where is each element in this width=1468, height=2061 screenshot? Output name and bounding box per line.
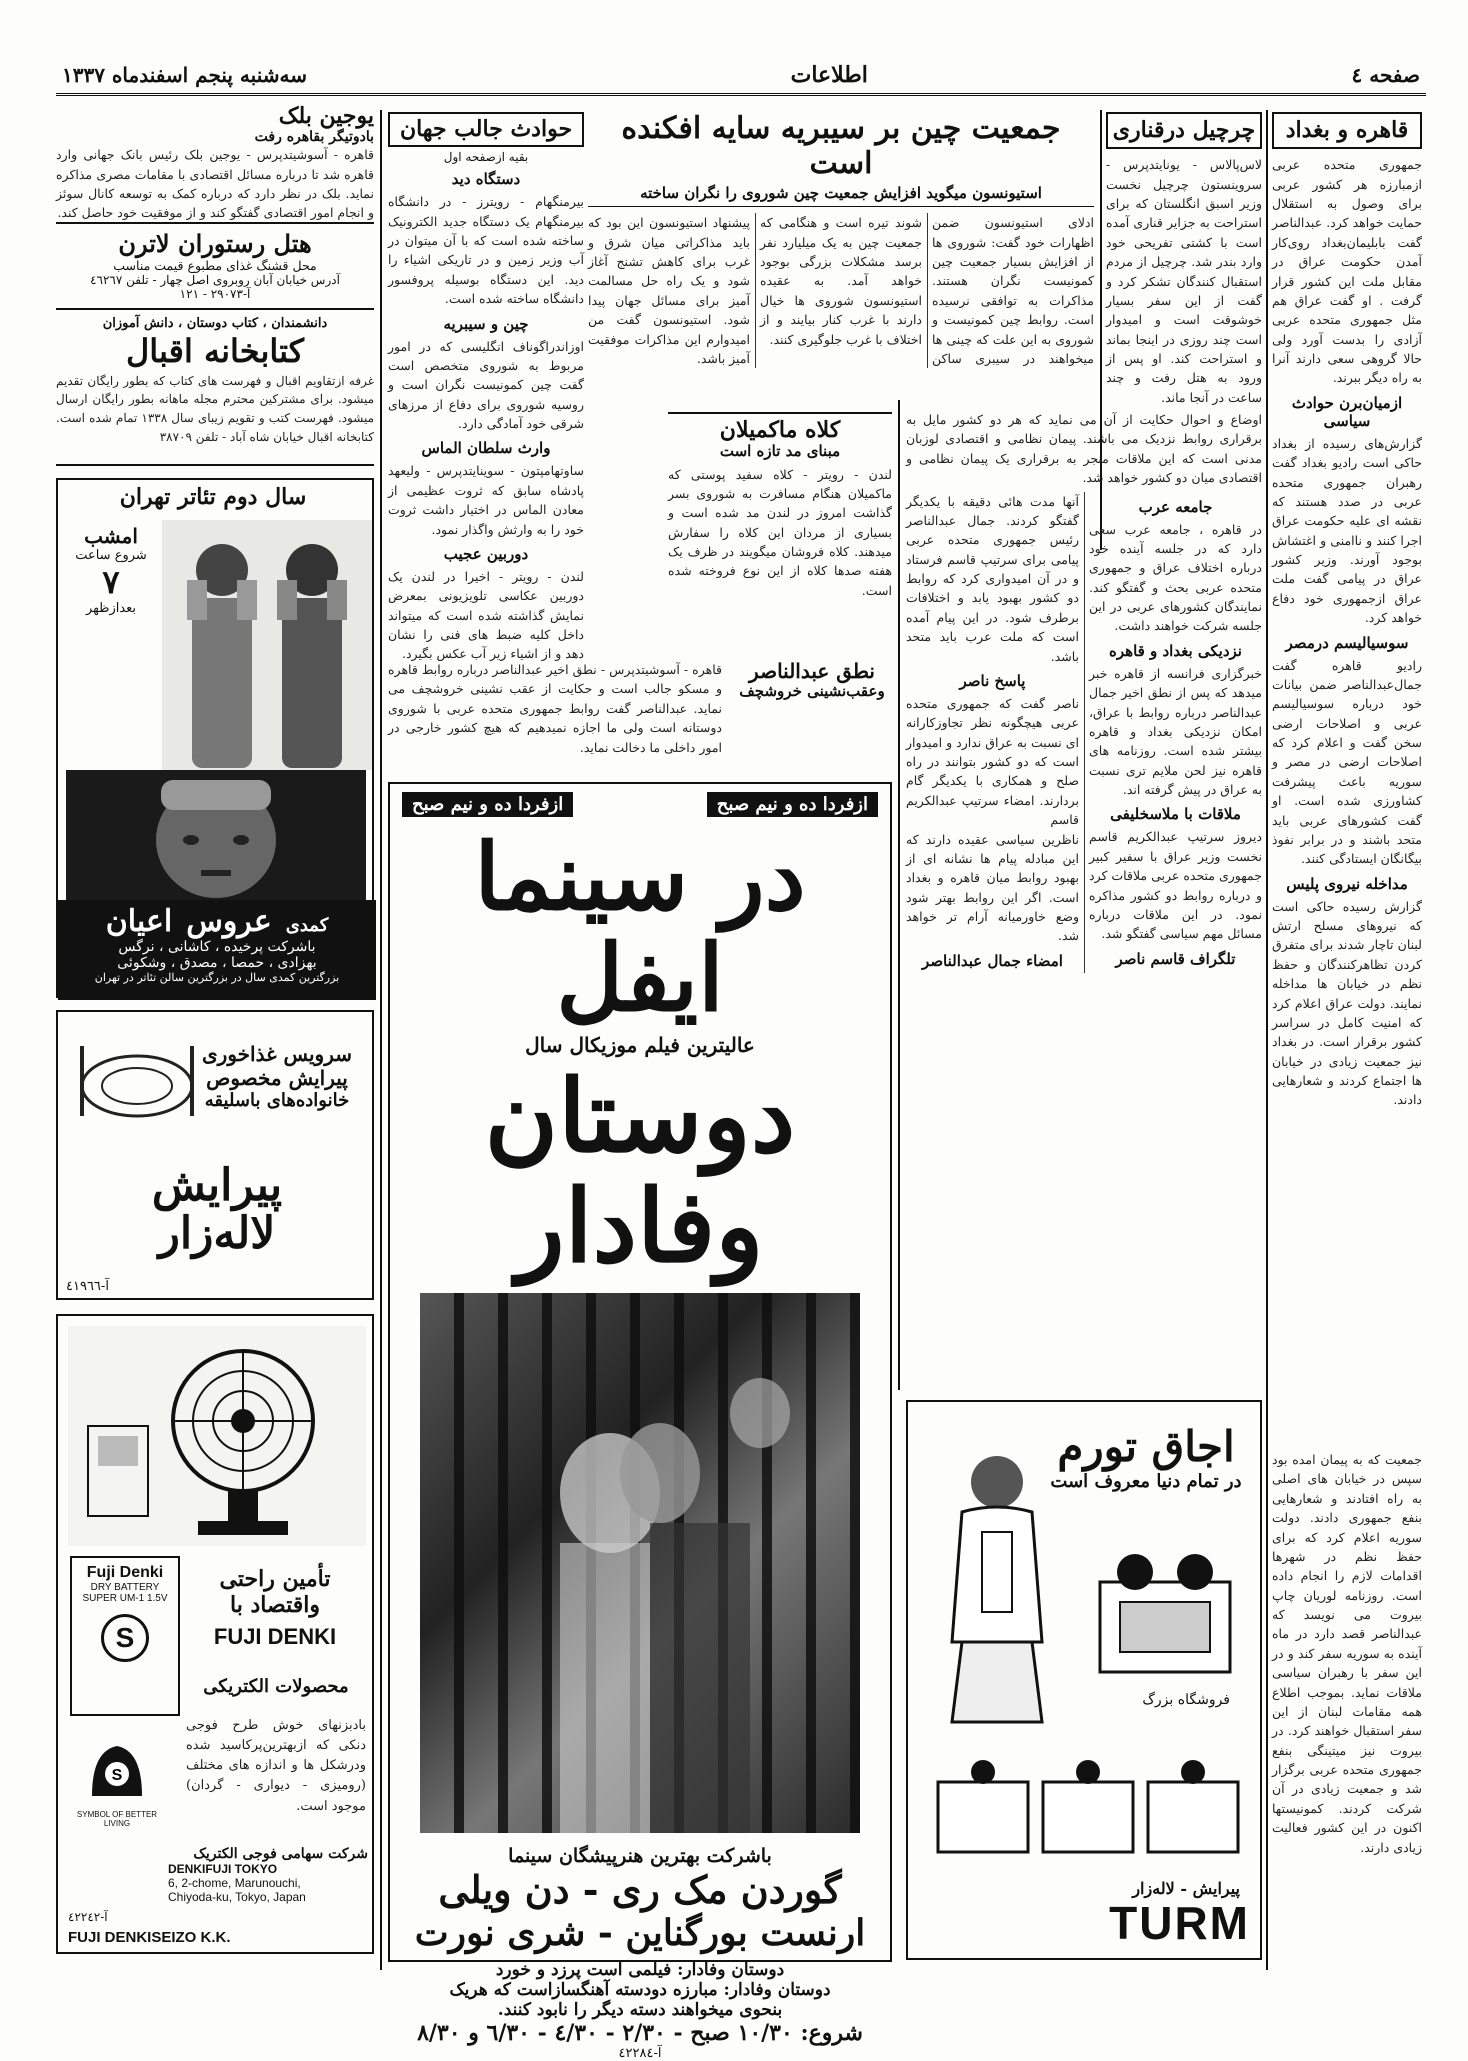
article-subhead: بادوتیگر بقاهره رفت bbox=[254, 129, 374, 146]
turm-logo: TURM bbox=[1109, 1897, 1250, 1949]
ad-line: سرویس غذاخوری bbox=[202, 1042, 352, 1066]
symbol-logo bbox=[72, 1736, 162, 1836]
china-siberia-article bbox=[588, 112, 1094, 402]
ad-retailer: پیرایش - لاله‌زار bbox=[1132, 1879, 1240, 1898]
woman-cooking-illustration bbox=[922, 1442, 1072, 1732]
stars-line: گوردن مک ری - دن ویلی bbox=[438, 1867, 842, 1913]
tableware-illustration bbox=[72, 1026, 202, 1136]
battery-type: DRY BATTERY bbox=[90, 1582, 160, 1593]
cinema-header bbox=[390, 784, 890, 817]
stove-illustration bbox=[1090, 1542, 1240, 1682]
tonight-label: امشب bbox=[84, 524, 138, 548]
arab-relations-article bbox=[906, 410, 1262, 1390]
ad-brand: لاله‌زار bbox=[158, 1208, 276, 1260]
article-subhead: ازمیان‌برن حوادث سیاسی bbox=[1291, 393, 1403, 430]
article-subhead: استیونسون میگوید افزایش جمعیت چین شوروی را نگران ساخته bbox=[588, 185, 1094, 207]
ad-line: واقتصاد با bbox=[230, 1592, 320, 1618]
ad-body: غرفه ازتقاویم اقبال و فهرست های کتاب که بطور رایگان تقدیم میشود. برای مشترکین محترم مجله ماهانه بطور رایگان ارسال میشود. فهرست کتب و تقویم زیبای سال ١٣٣٨ تمام شده است. کتابخانه اقبال خیابان شاه آباد - تلفن ٣٨٧٠٩ bbox=[56, 373, 375, 444]
address-title: DENKIFUJI TOKYO bbox=[168, 1862, 278, 1876]
ad-brand: پیرایش bbox=[151, 1160, 283, 1211]
article-body: لندن - رویتر - اخیرا در لندن یک دوربین عکاسی تلویزیونی بمعرض نمایش گذاشته شده است که میتواند داخل کلیه ضبط‌ های فنی را نشان دهد و از اشیاء زیر آب عکس بگیرد. bbox=[388, 568, 584, 662]
fuji-agent: شرکت سهامی فوجی الکتریک bbox=[193, 1846, 368, 1862]
ad-subhead: در تمام دنیا معروف است bbox=[1050, 1471, 1242, 1492]
svg-text:S: S bbox=[111, 1767, 123, 1784]
couple-silhouette bbox=[420, 1293, 860, 1833]
newspaper-name: اطلاعات bbox=[790, 61, 868, 88]
article-subhead: سوسیالیسم درمصر bbox=[1285, 633, 1409, 652]
film-note: دوستان وفادار: فیلمی است پرزد و خورد bbox=[495, 1960, 785, 1981]
article-subhead: دوربین عجیب bbox=[443, 544, 529, 563]
genre-label: کمدی bbox=[285, 915, 329, 936]
film-title: دوستان وفادار bbox=[484, 1057, 796, 1286]
eugene-black-article bbox=[56, 104, 374, 224]
ad-brand: FUJI DENKI bbox=[213, 1624, 337, 1649]
article-subhead: وعقب‌نشینی خروشچف bbox=[739, 682, 885, 700]
ad-code: آ-٤١٩٦٦ bbox=[66, 1279, 109, 1294]
article-body: گزارش رسیده حاکی است که نیروهای مسلح ارتش لبنان تاچار شدند برای متفرق کردن تظاهرکنندگان و حفظ نظم در خیابان ها مداخله نمایند. دولت عراق اعلام کرد که امنیت کامل در سراسر کشور برقرار است. در بغداد نیز جمعیت زیادی در خیابان ها اجتماع کردند و شعارهایی دادند. bbox=[1272, 898, 1422, 1108]
ad-brand-block bbox=[58, 1162, 376, 1259]
article-headline: جمعیت چین بر سیبریه سایه افکنده است bbox=[621, 111, 1061, 181]
article-body: ادلای استیونسون ضمن اظهارات خود گفت: شوروی ها از افزایش بسیار جمعیت چین کمونیست نگران هستند. مذاکرات به توافقی نرسیده است. روابط چین کمونیست و شوروی به این علت که چینی ها میخواهند در سیبری ساکن شوند تیره است و هنگامی که جمعیت چین به یک میلیارد نفر برسد مشکلات بزرگی بوجود خواهد آمد. به عقیده استیونسون شوروی ها خیال دارند با غرب کنار بیایند و از اختلاف با غرب جلوگیری کنند. bbox=[760, 215, 1094, 366]
article-body: اوزاندراگوناف انگلیسی که در امور مربوط به شوروی متخصص است گفت چین کمونیست نگران است و روسیه شوروی برای دفاع از مرزهای شرقی خود آمادگی دارد. bbox=[388, 338, 584, 432]
signature: امضاء جمال عبدالناصر bbox=[922, 951, 1063, 970]
play-info-panel bbox=[58, 900, 376, 1000]
article-body: لاس‌پالاس - یونایتدپرس - سروینستون چرچیل نخست وزیر اسبق انگلستان که برای استراحت به جزایر قناری آمده است با کشتی تفریحی خود وارد بندر شد. چرچیل از مردم استقبال کنندگان تشکر کرد و گفت از این سفر بسیار خوشوقت است و امیدوار است چند روزی در اینجا بماند و استراحت کند. او پس از ورود به هتل رفت و چند ساعت در آنجا ماند. bbox=[1106, 157, 1262, 405]
article-subhead: وارث سلطان الماس bbox=[421, 439, 551, 458]
column-rule bbox=[898, 400, 900, 1390]
article-body: بیرمنگهام - رویترز - در دانشگاه بیرمنگهام یک دستگاه جدید الکترونیک ساخته شده است که با آن میتوان در آب وزیر زمین و در تاریکی اشیاء را دید. این دستگاه بوسیله پروفسور دانشگاه ساخته شده است. bbox=[388, 194, 584, 307]
fuji-logo-icon: S bbox=[101, 1614, 149, 1662]
ad-line: خانواده‌های باسلیقه bbox=[204, 1090, 350, 1111]
battery-model: SUPER UM-1 1.5V bbox=[82, 1593, 168, 1604]
ad-body: محل قشنگ غذای مطبوع قیمت مناسب bbox=[113, 257, 317, 273]
ad-line: تأمین راحتی bbox=[219, 1566, 331, 1592]
article-subhead: تلگراف قاسم ناصر bbox=[1115, 949, 1236, 968]
ad-text-block bbox=[192, 1042, 362, 1111]
ad-line: محصولات الکتریکی bbox=[203, 1676, 349, 1697]
nasser-speech-article bbox=[388, 660, 892, 772]
battery-brand: Fuji Denki bbox=[86, 1564, 164, 1581]
article-body: جمعیت که به پیمان امده بود سپس در خیابان های اصلی به راه افتادند و شعارهایی بنفع جمهوری دادند. دولت سوریه اعلام کرد که برای حفظ نظم در شهرها اقدامات لازم را انجام داده است. روزنامه لوریان چاپ بیروت می نویسد که عبدالناصر قصد دارد در ماه آینده به سوریه سفر کند و در این سفر با رهبران سیاسی ملاقات نماید. بموجب اطلاع همه مقامات لبنان از این سفر استقبال خواهند کرد. در بیروت نیز میتینگی بنفع جمهوری متحده عربی برگزار شد و جمعیت زیادی در آن شرکت کردند. کمونیستها اکنون در این کشور فعالیت زیادی دارند. bbox=[1272, 1452, 1422, 1855]
column-rule bbox=[380, 110, 382, 1970]
article-body: لندن - رویتر - کلاه سفید پوستی که ماکمیلان هنگام مسافرت به شوروی بسر گذاشت امروز در لندن مد شده است و بسیاری از مردان این کلاه را سفارش میدهند. کلاه فروشان میگویند در ظرف یک هفته صدها کلاه از این نوع فروخته شده است. bbox=[668, 466, 892, 598]
issue-date: سه‌شنبه پنجم اسفندماه ۱۳۳۷ bbox=[62, 62, 307, 87]
cairo-baghdad-article bbox=[1272, 112, 1422, 1442]
article-headline: نطق عبدالناصر bbox=[749, 659, 875, 683]
article-body: دیروز سرتیپ عبدالکریم قاسم نخست وزیر عراق با سفیر کبیر جمهوری متحده عربی ملاقات کرد و درباره روابط دو کشور مذاکره نمود. در این ملاقات درباره مسائل مهم سیاسی گفتگو شد. bbox=[1089, 829, 1262, 942]
ad-code: آ-٤٢٢٨٤ bbox=[618, 2046, 662, 2061]
article-subhead: نزدیکی بغداد و قاهره bbox=[1109, 641, 1242, 660]
article-subhead: پاسخ ناصر bbox=[959, 671, 1026, 690]
ad-address: آدرس خیابان آبان روبروی اصل چهار - تلفن ٤٦٢٦٧ bbox=[90, 272, 340, 287]
article-headline: یوجین بلک bbox=[278, 103, 374, 129]
article-headline: چرچیل درقناری bbox=[1106, 112, 1262, 149]
play-title-part2: اعیان bbox=[105, 904, 173, 939]
turm-stove-ad bbox=[906, 1400, 1262, 1960]
fuji-address bbox=[168, 1846, 368, 1904]
side-label: فروشگاه بزرگ bbox=[1142, 1692, 1230, 1708]
fan-illustration bbox=[68, 1326, 366, 1546]
ad-code: آ-٤٢٢٤٢ bbox=[68, 1910, 108, 1924]
symbol-caption: SYMBOL OF BETTER LIVING bbox=[76, 1810, 158, 1828]
fuji-bell-icon bbox=[72, 1736, 162, 1806]
opening-label: ازفردا ده و نیم صبح bbox=[707, 792, 878, 817]
article-body: پیشنهاد استیونسون این بود که باید مذاکراتی میان شرق و غرب برای کاهش تشنج آغاز شود و یک راه حل مسالمت آمیز برای مسائل جهان پیدا شود. استیونسون گفت من امیدوارم این مذاکرات موفقیت آمیز باشد. bbox=[588, 215, 750, 366]
article-body: ناظرین سیاسی عقیده دارند که این مبادله پیام ها نشانه ای از بهبود روابط میان قاهره و بغداد است. اگر این روابط بهتر شود وضع خاورمیانه آرام تر خواهد شد. bbox=[906, 831, 1079, 944]
article-body: خبرگزاری فرانسه از قاهره خبر میدهد که پس از نطق اخیر جمال عبدالناصر درباره روابط با عراق، امکان نزدیکی بغداد و قاهره بیشتر شده است. روزنامه های قاهره نیز لحن ملایم تری نسبت به عراق در پیش گرفته اند. bbox=[1089, 665, 1262, 797]
article-body: اوضاع و احوال حکایت از آن می نماید که هر دو کشور مایل به برقراری روابط نزدیک می باشند. پیمان نظامی و اقتصادی لوزبان مدنی است که این ملاقات منجر به برقراری یک پیمان نظامی و اقتصادی میان دو کشور خواهد شد. bbox=[906, 412, 1262, 486]
ad-headline: اجاق تورم bbox=[1057, 1422, 1235, 1471]
iqbal-bookstore-ad bbox=[56, 316, 374, 466]
article-subhead: جامعه عرب bbox=[1138, 497, 1213, 516]
start-time: ٧ bbox=[102, 563, 120, 601]
film-still-photo bbox=[420, 1293, 860, 1833]
cinema-eiffel-ad bbox=[388, 782, 892, 2061]
ad-tagline: دانشمندان ، کتاب دوستان ، دانش آموزان bbox=[102, 316, 328, 331]
article-body: ساوتهامپتون - سوینایتدپرس - ولیعهد پادشاه سابق که ثروت عظیمی از معادن الماس در اختیار داشت ثروت خود را به وارثش واگذار نمود. bbox=[388, 463, 584, 537]
article-body: قاهره - آسوشیتدپرس - نطق اخیر عبدالناصر درباره روابط قاهره و مسکو جالب است و حکایت از عقب نشینی خروشچف می نماید. عبدالناصر گفت روابط جمهوری متحده عربی با شوروی دوستانه است ولی ما اجازه نمیدهیم که هیچ کشور خارجی در امور داخلی ما دخالت نماید. bbox=[388, 662, 722, 755]
cast-line: بهزادی ، حمصا ، مصدق ، وشکوئی bbox=[117, 955, 317, 971]
continuation-note: بقیه ازصفحه اول bbox=[443, 150, 529, 165]
page-number: صفحه ٤ bbox=[1351, 62, 1420, 87]
film-tagline: عالیترین فیلم موزیکال سال bbox=[525, 1033, 755, 1058]
film-note: دوستان وفادار: مبارزه دودسته آهنگسازاست که هریک bbox=[449, 1980, 831, 2001]
ad-text-block bbox=[190, 1566, 360, 1650]
cinema-venue: در سینما ایفل bbox=[474, 823, 806, 1033]
masthead bbox=[56, 56, 1426, 96]
film-note: بنحوی میخواهند دسته دیگر را نابود کنند. bbox=[497, 2000, 783, 2021]
article-subhead: ملاقات با ملاسخلیفی bbox=[1110, 805, 1241, 824]
fuji-footer: FUJI DENKISEIZO K.K. bbox=[68, 1929, 231, 1946]
ad-code: آ-٢٩٠٧٣ - ١٢١ bbox=[179, 286, 251, 301]
article-body: آنها مدت هائی دقیقه با یکدیگر گفتگو کردند. جمال عبدالناصر رئیس جمهوری متحده عربی پیامی برای سرتیپ قاسم فرستاد و در آن امیدواری کرد که روابط دو کشور بهبود یابد و اختلافات برطرف شود. در این پیام آمده است که ملت عرب باید متحد باشد. bbox=[906, 493, 1079, 664]
showtime-block bbox=[66, 524, 156, 616]
article-body: رادیو قاهره گفت جمال‌عبدالناصر ضمن بیانات خود درباره سوسیالیسم عربی و اصلاحات ارضی سخن گفت و اعلام کرد که اصلاحات ارضی در مصر و سوریه باعث پیشرفت کشاورزی شده است. او گفت کشورهای عربی باید متحد باشند و در برابر نفوذ بیگانگان ایستادگی کنند. bbox=[1272, 657, 1422, 867]
stars-label: باشرکت بهترین هنرپیشگان سینما bbox=[508, 1845, 772, 1868]
actor-portrait bbox=[66, 770, 366, 900]
article-subhead: چین و سیبریه bbox=[443, 314, 529, 333]
macmillan-article bbox=[668, 412, 892, 652]
play-title-part1: عروس bbox=[186, 904, 272, 939]
ad-headline: سال دوم تئاتر تهران bbox=[119, 484, 307, 510]
article-subhead: مبنای مد تازه است bbox=[719, 442, 841, 461]
article-headline: حوادث جالب جهان bbox=[388, 112, 584, 147]
theater-ad bbox=[56, 478, 374, 998]
address-line: Chiyoda-ku, Tokyo, Japan bbox=[168, 1890, 306, 1904]
article-headline: قاهره و بغداد bbox=[1272, 112, 1422, 149]
article-body: ناصر گفت که جمهوری متحده عربی هیچگونه نظر تجاوزکارانه ای نسبت به عراق ندارد و امیدوار است که دو کشور بتوانند در راه صلح و همکاری با یکدیگر گام بردارند. امضاء سرتیپ عبدالکریم قاسم bbox=[906, 695, 1079, 828]
column-rule bbox=[1266, 110, 1268, 1970]
ad-body: بادبزنهای خوش طرح فوجی دنکی که ازبهترین‌پرکاسید شده ودرشکل ها و اندازه های مختلف (رومیزی - دیواری - گردان) موجود است. bbox=[186, 1718, 366, 1814]
ad-headline: هتل رستوران لاترن bbox=[118, 229, 312, 258]
fuji-denki-ad bbox=[56, 1314, 374, 1954]
article-body: گزارش‌های رسیده از بغداد حاکی است رادیو بغداد گفت‌ رهبران جمهوری متحده عربی در‌ صدد هستند که نقشه ای علیه حکومت عراق اجرا کنند و ناامنی و اغتشاش بوجود آورند. وزیر کشور عراق در پیامی گفت ‌ملت عراق ازجمهوری خود دفاع خواهد کرد. bbox=[1272, 435, 1422, 626]
showtimes: شروع: ١٠/٣٠ صبح - ٢/٣٠ - ٤/٣٠ - ٦/٣٠ و ٨/٣٠ bbox=[417, 2020, 863, 2047]
article-subhead: دستگاه دید bbox=[451, 170, 521, 189]
opening-label: ازفردا ده و نیم صبح bbox=[402, 792, 573, 817]
ad-line: پیرایش مخصوص bbox=[206, 1066, 348, 1090]
pirayesh-catering-ad bbox=[56, 1010, 374, 1300]
article-body: قاهره - آسوشیتدپرس - یوجین بلک رئیس بانک جهانی وارد قاهره شد تا درباره مسائل اقتصادی با مقامات مصری مذاکره نماید. بلک در نظر دارد که درباره کمک به توسعه کانال سوئز و انجام امور اقتصادی گفتگو کند و از موفقیت خود حاصل کند. bbox=[56, 147, 374, 221]
article-body: در قاهره ، جامعه عرب سعی دارد که در جلسه آینده خود درباره اختلاف عراق و جمهوری متحده عربی بحث و گفتگو کند. نمایندگان کشورهای عربی در این جلسه شرکت خواهند داشت. bbox=[1089, 521, 1262, 634]
address-line: 6, 2-chome, Marunouchi, bbox=[168, 1876, 301, 1890]
syria-article bbox=[1272, 1450, 1422, 1970]
cast-line: باشرکت پرخیده ، کاشانی ، نرگس bbox=[118, 939, 316, 955]
start-label: شروع ساعت bbox=[75, 548, 147, 563]
hotel-ad bbox=[56, 230, 374, 310]
battery-illustration bbox=[70, 1556, 180, 1716]
time-suffix: بعدازظهر bbox=[85, 601, 137, 616]
article-body: جمهوری متحده عربی ازمبارزه هر کشور عربی برای وصول به استقلال حمایت خواهد کرد. عبدالناصر گفت بابلیمان‌بغداد روی‌کار آمدن حکومت عراق در مقابل ملت این کشور قرار گرفت . او گفت عراق هم مثل جمهوری متحده عربی آزادی را بدست آورد ولی حالا گروهی سعی دارند آنرا به راه دیگر ببرند. bbox=[1272, 157, 1422, 386]
performers-illustration bbox=[162, 520, 372, 770]
ad-headline: کتابخانه اقبال bbox=[126, 332, 304, 370]
ad-text-block bbox=[1046, 1422, 1246, 1492]
play-footer: بزرگترین کمدی سال در بزرگترین سالن تئاتر در تهران bbox=[94, 971, 340, 984]
stove-row-illustration bbox=[928, 1752, 1244, 1862]
stars-line: ارنست بورگناین - شری نورت bbox=[414, 1912, 866, 1955]
world-events-article bbox=[388, 112, 584, 662]
article-headline: کلاه ماکمیلان bbox=[668, 412, 892, 443]
article-subhead: مداخله نیروی پلیس bbox=[1286, 874, 1408, 893]
ad-products bbox=[186, 1676, 366, 1697]
